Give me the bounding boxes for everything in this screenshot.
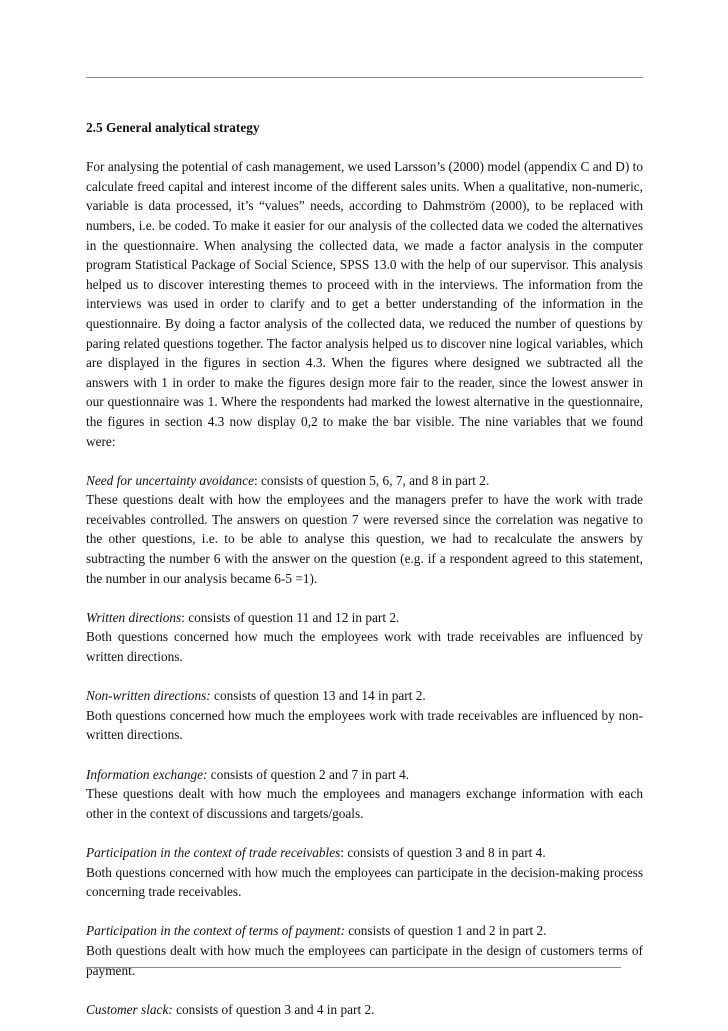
variable-definition: : consists of question 11 and 12 in part 2. (181, 609, 400, 625)
variable-participation-trade-receivables (86, 843, 643, 902)
page-content (86, 118, 643, 1019)
variable-term: Written directions (86, 609, 182, 625)
variable-description: These questions dealt with how the employees and the managers prefer to have the work with trade receivables controlled. The answers on question 7 were reversed since the correlation was negative to the other questions, i.e. to be able to analyse this question, we had to recalculate the answers by subtracting the number 6 with the answer on the question (e.g. if a respondent agreed to this statement, the number in our analysis became 6-5 =1). (86, 492, 643, 586)
variable-definition: consists of question 3 and 4 in part 2. (172, 1001, 375, 1017)
document-page (86, 0, 643, 1031)
variable-term: Information exchange: (86, 766, 208, 782)
variable-term: Need for uncertainty avoidance (86, 472, 255, 488)
variable-participation-terms-of-payment (86, 921, 643, 980)
variable-definition: consists of question 1 and 2 in part 2. (344, 923, 547, 939)
variable-description: These questions dealt with how much the employees and managers exchange information with each other in the context of discussions and targets/goals. (86, 786, 643, 821)
variable-description: Both questions dealt with how much the employees can participate in the design of customers terms of payment. (86, 942, 643, 978)
variable-definition: consists of question 2 and 7 in part 4. (207, 766, 410, 782)
variable-definition: : consists of question 3 and 8 in part 4. (340, 844, 546, 860)
variable-term: Customer slack: (86, 1001, 173, 1017)
variable-uncertainty-avoidance (86, 471, 643, 589)
variable-term: Non-written directions: (86, 688, 211, 704)
section-heading: 2.5 General analytical strategy (86, 120, 260, 135)
footer-rule (86, 967, 621, 968)
variable-term: Participation in the context of trade receivables (86, 844, 341, 860)
variable-term: Participation in the context of terms of payment: (86, 923, 345, 939)
variable-customer-slack (86, 1000, 643, 1020)
variable-written-directions (86, 608, 643, 667)
variable-description: Both questions concerned how much the employees work with trade receivables are influenced by non-written directions. (86, 707, 643, 743)
header-rule (86, 77, 643, 78)
variable-information-exchange (86, 765, 643, 824)
variable-description: Both questions concerned with how much the employees can participate in the decision-making process concerning trade receivables. (86, 864, 643, 900)
variable-non-written-directions (86, 686, 643, 745)
intro-paragraph: For analysing the potential of cash management, we used Larsson’s (2000) model (appendix C and D) to calculate freed capital and interest income of the different sales units. When a qualitative, non-numeric, variable is data processed, it’s “values” needs, according to Dahmström (2000), to be replaced with numbers, i.e. be coded. To make it easier for our analysis of the collected data we coded the alternatives in the questionnaire. When analysing the collected data, we made a factor analysis in the computer program Statistical Package of Social Science, SPSS 13.0 with the help of our supervisor. This analysis helped us to discover interesting themes to proceed with in the interviews. The information from the interviews was used in order to clarify and to get a better understanding of the information in the questionnaire. By doing a factor analysis of the collected data, we reduced the number of questions by paring related questions together. The factor analysis helped us to discover nine logical variables, which are displayed in the figures in section 4.3. When the figures where designed we subtracted all the answers with 1 in order to make the figures design more fair to the reader, since the lowest answer in our questionnaire was 1. Where the respondents had marked the lowest alternative in the questionnaire, the figures in section 4.3 now display 0,2 to make the bar visible. The nine variables that we found were: (86, 159, 643, 449)
variable-definition: consists of question 13 and 14 in part 2. (210, 688, 426, 704)
variable-definition: : consists of question 5, 6, 7, and 8 in part 2. (254, 472, 490, 488)
variable-description: Both questions concerned how much the employees work with trade receivables are influenced by written directions. (86, 629, 643, 665)
